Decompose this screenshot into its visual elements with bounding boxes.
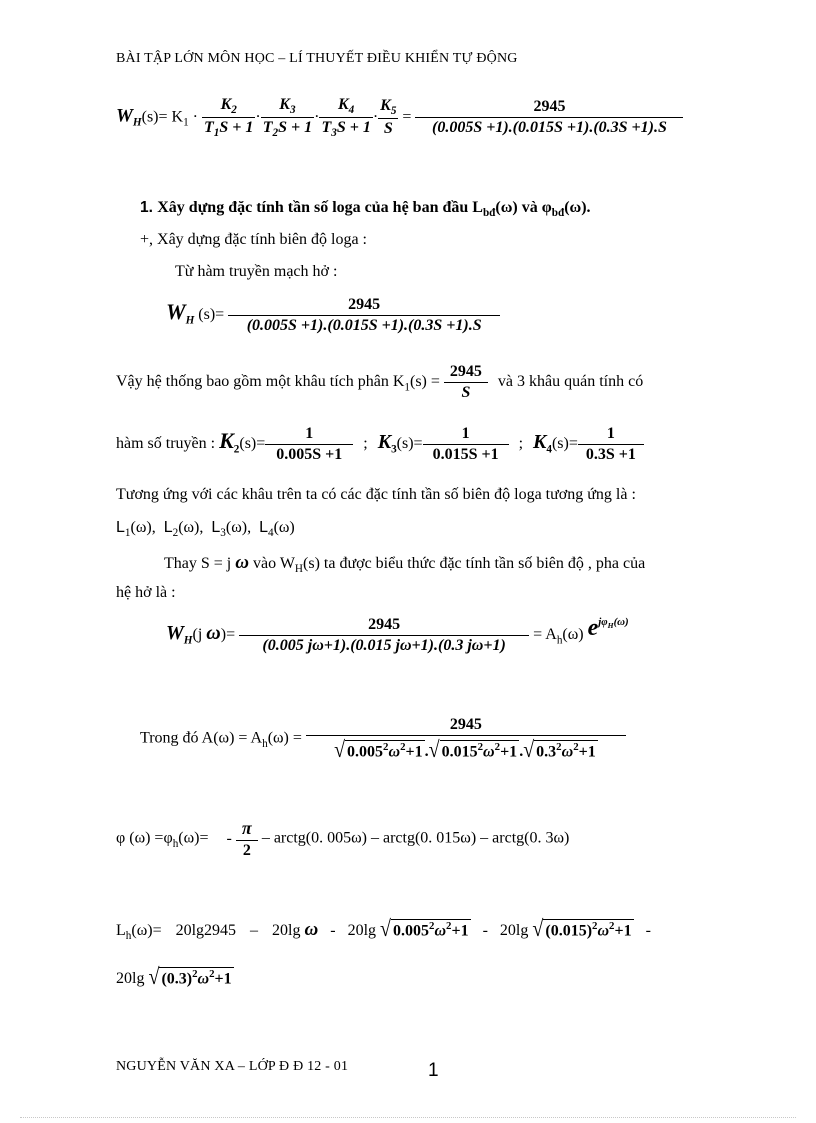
formula-l: $L_h(\omega)= 20\lg 2945 - 20\lg$ ω - 20lg √ $0.005^2\omega^2+1 - 20\lg$ √ $(0.015)^2\omega^2+1$ -: [116, 916, 651, 943]
formula-phi: φ $(\omega) =\varphi_h(\omega)=$ - $\frac{\pi}{2}$ – arctg(0. 005ω) – arctg(0. 015ω) – arctg(0. 3ω): [116, 818, 570, 859]
section-sub-1: bđ: [482, 207, 496, 220]
fraction-k4: $\frac{K_4}{T_3S + 1}$: [321, 96, 371, 140]
vay-c: và 3 khâu quán tính có: [497, 373, 644, 391]
phi-fraction: $\frac{\pi}{2}$: [236, 818, 258, 860]
page-number: 1: [428, 1060, 439, 1081]
formula-lhs: (s)= K: [141, 108, 184, 126]
ham-k2: K: [219, 428, 234, 454]
ham-k2-fraction: $\frac{1}{0.005S +1}$: [265, 425, 353, 464]
fraction-main: $\frac{2945}{(0.005S +1).(0.015S +1).(0.3S +1).S}$: [415, 98, 683, 137]
ham-k3: K: [377, 431, 392, 454]
dot: ·: [255, 108, 261, 126]
l-list: $L_1(\omega)$, $L_2(\omega)$, $L_3(\omega)$, $L_4(\omega)$: [116, 519, 295, 540]
section-1-heading: [140, 199, 591, 219]
section-title-b: (ω) và φ: [495, 199, 552, 216]
formula-wh: [166, 296, 500, 335]
para-tuong: Tương ứng với các khâu trên ta có các đặc tính tần số biên độ loga tương ứng là :: [116, 486, 636, 503]
wh-w: W: [166, 299, 186, 325]
formula-w: W: [116, 105, 133, 127]
ham-k4: K: [533, 431, 547, 454]
dot: ·: [192, 108, 198, 126]
a-fraction: $\frac{2945}{√ 0.005^2\omega^2+1 .√ 0.015^2\omega^2+1 .√ 0.3^2\omega^2+1}$: [306, 716, 626, 762]
formula-top: [116, 96, 683, 139]
ham-k4-fraction: $\frac{1}{0.3S +1}$: [578, 425, 644, 464]
footer-author: NGUYỄN VĂN XA – LỚP Đ Đ 12 - 01: [116, 1059, 349, 1074]
page-bottom-divider: [20, 1117, 796, 1118]
fraction-k5: $\frac{K_5}{S}$: [380, 97, 397, 138]
wh-s: (s)=: [198, 306, 225, 324]
page-header: BÀI TẬP LỚN MÔN HỌC – LÍ THUYẾT ĐIỀU KHIỂN TỰ ĐỘNG: [116, 51, 518, 66]
formula-w-sub: H: [132, 116, 142, 129]
section-number: 1.: [140, 199, 153, 216]
section-sub-2: bđ: [551, 207, 565, 220]
dot: ·: [372, 108, 379, 126]
dot: ·: [314, 108, 320, 126]
vay-a: Vậy hệ thống bao gồm một khâu tích phân K: [116, 373, 405, 391]
wh-fraction: $\frac{2945}{(0.005S +1).(0.015S +1).(0.3S +1).S}$: [228, 296, 500, 335]
vay-sub: 1: [404, 381, 410, 394]
vay-b: (s) =: [409, 373, 440, 391]
formula-jw: $W_H(j$ ω)= $\frac{2945}{(0.005 j\omega+1).(0.015 j\omega+1).(0.3 j\omega+1)}$ = $A_h(\omega)$ $e^{j\varphi_H(\omega)}$: [166, 615, 629, 654]
ham-k3-fraction: $\frac{1}{0.015S +1}$: [423, 425, 509, 464]
formula-a: Trong đó $A(\omega) = A_h(\omega)$ = $\frac{2945}{√ 0.005^2\omega^2+1 .√ 0.015^2\omega^2+1 .√ 0.3^2\omega^2+1}$: [140, 716, 626, 762]
para-thay: Thay S = j ω vào $W_H(s)$ ta được biểu thức đặc tính tần số biên độ , pha của: [164, 552, 646, 576]
vay-fraction: $\frac{2945}{S}$: [444, 363, 488, 402]
formula-k1-sub: 1: [183, 116, 189, 129]
section-title: Xây dựng đặc tính tần số loga của hệ ban đầu L: [157, 199, 483, 216]
fraction-k3: $\frac{K_3}{T_2S + 1}$: [262, 96, 313, 140]
jw-fraction: $\frac{2945}{(0.005 j\omega+1).(0.015 j\omega+1).(0.3 j\omega+1)}$: [239, 616, 529, 655]
para-ham: hàm số truyền : $K_2(s)=$ $\frac{1}{0.005S +1}$ ; $K_3(s)=$ $\frac{1}{0.015S +1}$ ; $K_4(s)=$ $\frac{1}{0.3S +1}$: [116, 425, 644, 464]
equals: =: [402, 108, 412, 126]
fraction-k2: $\frac{K_2}{T_1S + 1}$: [204, 96, 254, 140]
para-thay-2: hệ hở là :: [116, 584, 176, 601]
formula-l-cont: 20lg √ $(0.3)^2\omega^2+1$: [116, 964, 232, 990]
wh-sub: H: [185, 314, 195, 327]
section-title-c: (ω).: [564, 199, 591, 216]
line-from: Từ hàm truyền mạch hở :: [175, 263, 338, 280]
para-vay: [116, 363, 643, 402]
ham-label: hàm số truyền :: [116, 435, 216, 453]
line-plus: +, Xây dựng đặc tính biên độ loga :: [140, 231, 367, 248]
